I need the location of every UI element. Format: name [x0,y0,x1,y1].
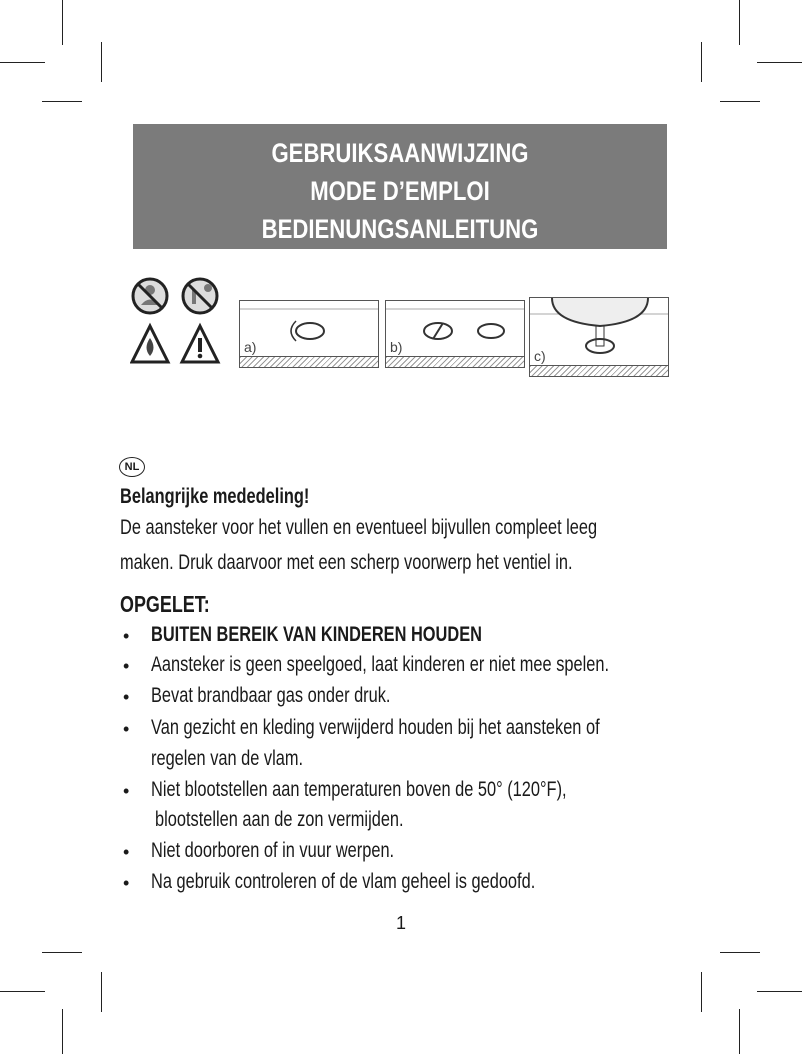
crop-mark [42,101,82,102]
bullet-item: Aansteker is geen speelgoed, laat kinderen er niet mee spelen. [151,653,610,676]
crop-mark [701,972,702,1012]
crop-mark [720,952,760,953]
figure-b [385,300,525,368]
hatch-base [530,365,668,376]
language-badge: NL [119,457,145,477]
page-number: 1 [396,913,407,933]
crop-mark [101,42,102,82]
crop-mark [720,101,760,102]
bullet-item: Na gebruik controleren of de vlam geheel is gedoofd. [151,870,536,893]
title-banner [133,124,667,249]
flammable-warning-icon [132,326,168,362]
figure-a [239,300,379,368]
bullet-item-continued: blootstellen aan de zon vermijden. [155,808,404,831]
intro-line: De aansteker voor het vullen en eventueel bijvullen compleet leeg [120,516,598,539]
crop-mark [701,42,702,82]
safety-icons [130,276,230,371]
crop-mark [739,0,740,45]
caution-warning-icon [182,326,218,362]
bullet-icon: • [123,719,130,739]
crop-mark [0,991,45,992]
bullet-item: Bevat brandbaar gas onder druk. [151,684,391,707]
no-children-icon [133,279,167,313]
bullet-item-continued: regelen van de vlam. [151,747,304,770]
title-nl: GEBRUIKSAANWIJZING [271,138,529,168]
title-de: BEDIENUNGSANLEITUNG [261,214,539,244]
warning-title: OPGELET: [120,591,210,617]
bullet-icon: • [123,626,130,646]
figure-c [529,297,669,377]
no-sun-heat-icon [183,279,217,313]
bullet-item: BUITEN BEREIK VAN KINDEREN HOUDEN [151,623,482,646]
crop-mark [42,952,82,953]
hatch-base [386,356,524,367]
bullet-icon: • [123,781,130,801]
hatch-base [240,356,378,367]
bullet-icon: • [123,873,130,893]
bullet-item: Niet doorboren of in vuur werpen. [151,839,395,862]
figure-label: b) [390,339,403,355]
crop-mark [757,991,802,992]
intro-line: maken. Druk daarvoor met een scherp voorwerp het ventiel in. [120,551,573,574]
notice-heading: Belangrijke mededeling! [120,485,310,508]
crop-mark [0,62,45,63]
bullet-item: Niet blootstellen aan temperaturen boven de 50° (120°F), [151,778,567,801]
crop-mark [101,972,102,1012]
bullet-icon: • [123,656,130,676]
crop-mark [62,0,63,45]
figure-label: a) [244,339,257,355]
crop-mark [62,1009,63,1054]
title-fr: MODE D’EMPLOI [310,176,490,206]
figure-label: c) [534,348,546,364]
crop-mark [739,1009,740,1054]
bullet-icon: • [123,687,130,707]
bullet-icon: • [123,842,130,862]
bullet-item: Van gezicht en kleding verwijderd houden bij het aansteken of [151,716,600,739]
crop-mark [757,62,802,63]
